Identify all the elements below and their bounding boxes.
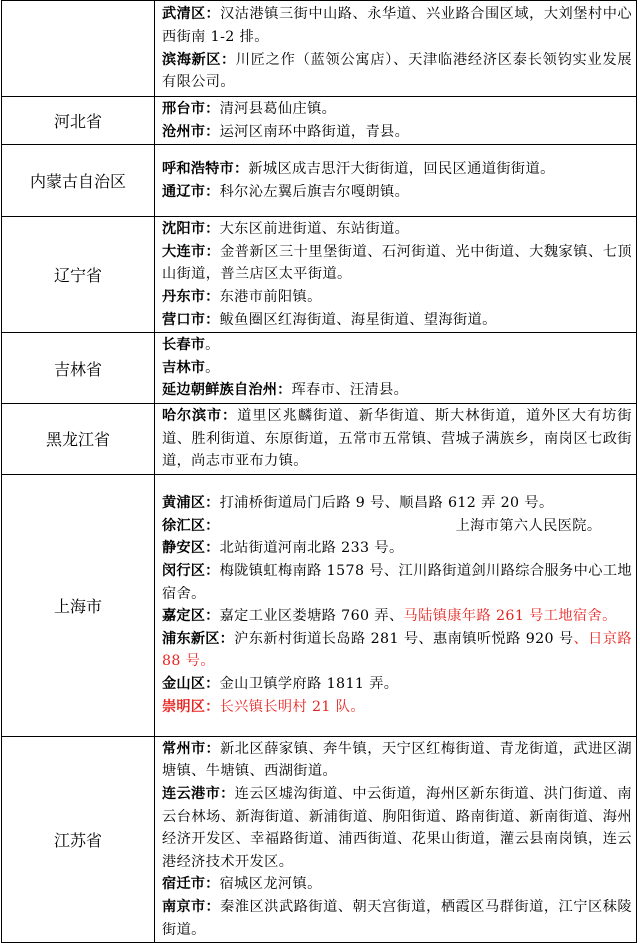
highlighted-location-text: 长兴镇长明村 21 队 xyxy=(219,698,351,715)
province-cell xyxy=(2,1,155,97)
list-item xyxy=(162,3,632,48)
location-text: 嘉定工业区娄塘路 760 弄、 xyxy=(219,608,404,625)
list-item xyxy=(162,515,632,538)
list-item xyxy=(162,673,632,696)
list-item xyxy=(162,286,632,309)
location-text: 连云区墟沟街道、中云街道，海州区新东街道、洪门街道、南云台林场、新海街道、新浦街道、朐阳街道、路南街道、新南街道、海州经济开发区、幸福路街道、浦西街道、花果山街道，灌云县南岗镇，连云港经济技术开发区。 xyxy=(162,785,632,870)
list-item xyxy=(162,49,632,94)
location-text: 宿城区龙河镇。 xyxy=(219,876,322,893)
list-item xyxy=(162,158,632,181)
list-item xyxy=(162,379,632,402)
city-name: 大连市： xyxy=(162,243,221,260)
location-text: 大东区前进街道、东站街道。 xyxy=(219,221,410,238)
list-item xyxy=(162,405,632,473)
location-cell xyxy=(155,474,637,736)
location-text: 打浦桥街道局门后路 9 号、顺昌路 612 弄 20 号。 xyxy=(219,495,554,512)
city-name: 崇明区： xyxy=(162,698,220,715)
location-text: 道里区兆麟街道、新华街道、斯大林街道，道外区大有坊街道、胜利街道、东原街道，五常市五常镇、营城子满族乡，南岗区七政街道，尚志市亚布力镇。 xyxy=(162,407,632,470)
highlighted-location-tail: 。 xyxy=(602,608,617,625)
list-item xyxy=(162,738,632,783)
province-cell: 吉林省 xyxy=(2,333,155,404)
location-text: 汉沽港镇三街中山路、永华道、兴业路合围区域，大刘堡村中心西街南 1-2 排。 xyxy=(162,6,633,45)
city-name: 延边朝鲜族自治州： xyxy=(162,382,292,399)
table-row xyxy=(2,1,637,97)
location-text: 珲春市、汪清县。 xyxy=(291,382,409,399)
location-text: 。 xyxy=(205,337,220,354)
location-cell xyxy=(155,403,637,474)
list-item xyxy=(162,628,632,673)
city-name: 武清区： xyxy=(162,6,221,23)
city-name: 连云港市： xyxy=(162,785,235,802)
table-row xyxy=(2,474,637,736)
location-cell xyxy=(155,736,637,942)
city-name: 南京市： xyxy=(162,898,221,915)
city-name: 长春市 xyxy=(162,337,206,354)
list-item xyxy=(162,896,632,941)
list-item xyxy=(162,560,632,605)
list-item xyxy=(162,696,632,719)
table-row xyxy=(2,333,637,404)
province-cell: 上海市 xyxy=(2,474,155,736)
highlighted-location-text: 马陆镇康年路 261 号工地宿舍 xyxy=(403,608,603,625)
location-text: 新城区成吉思汗大街街道，回民区通道街街道。 xyxy=(248,161,555,178)
region-table xyxy=(1,0,637,943)
city-name: 静安区： xyxy=(162,540,220,557)
city-name: 常州市： xyxy=(162,740,221,757)
list-item xyxy=(162,241,632,286)
location-text: 科尔沁左翼后旗吉尔嘎朗镇。 xyxy=(219,183,410,200)
city-name: 营口市： xyxy=(162,311,220,328)
location-cell xyxy=(155,333,637,404)
location-text: 鲅鱼圈区红海街道、海星街道、望海街道。 xyxy=(219,311,497,328)
table-row xyxy=(2,403,637,474)
city-name: 滨海新区： xyxy=(162,51,236,68)
table-row xyxy=(2,217,637,333)
location-text: 金山卫镇学府路 1811 弄。 xyxy=(219,676,399,693)
city-name: 嘉定区： xyxy=(162,608,220,625)
location-text: 东港市前阳镇。 xyxy=(219,288,322,305)
location-text: 。 xyxy=(205,359,220,376)
list-item xyxy=(162,537,632,560)
location-cell xyxy=(155,217,637,333)
location-text: 沪东新村街道长岛路 281 号、惠南镇听悦路 920 号 xyxy=(234,630,574,647)
city-name: 黄浦区： xyxy=(162,495,220,512)
city-name: 吉林市 xyxy=(162,359,206,376)
location-text: 新北区薛家镇、奔牛镇，天宁区红梅街道、青龙街道，武进区湖塘镇、牛塘镇、西湖街道。 xyxy=(162,740,633,780)
city-name: 闵行区： xyxy=(162,563,220,580)
city-name: 沧州市： xyxy=(162,123,220,140)
city-name: 浦东新区： xyxy=(162,630,235,647)
location-text: 川匠之作（蓝领公寓店）、天津临港经济区泰长领钧实业发展有限公司。 xyxy=(162,51,632,91)
location-text: 清河县葛仙庄镇。 xyxy=(219,101,337,117)
province-cell: 江苏省 xyxy=(2,736,155,942)
city-name: 哈尔滨市： xyxy=(162,407,238,424)
list-item xyxy=(162,783,632,873)
highlighted-location-tail: 。 xyxy=(200,653,215,670)
list-item xyxy=(162,334,632,357)
list-item xyxy=(162,357,632,380)
list-item xyxy=(162,121,632,144)
list-item xyxy=(162,309,632,332)
location-cell xyxy=(155,97,637,145)
table-row xyxy=(2,97,637,145)
location-text: 上海市第六人民医院。 xyxy=(455,517,602,534)
location-text: 秦淮区洪武路街道、朝天宫街道，栖霞区马群街道，江宁区秣陵街道。 xyxy=(162,898,633,938)
city-name: 宿迁市： xyxy=(162,876,220,893)
province-cell: 辽宁省 xyxy=(2,217,155,333)
list-item xyxy=(162,492,632,515)
province-cell: 内蒙古自治区 xyxy=(2,145,155,217)
city-name: 呼和浩特市： xyxy=(162,161,249,178)
city-name: 徐汇区： xyxy=(162,517,220,534)
city-name: 邢台市： xyxy=(162,101,220,117)
city-name: 沈阳市： xyxy=(162,221,220,238)
location-text: 运河区南环中路街道，青县。 xyxy=(219,123,410,140)
province-cell: 河北省 xyxy=(2,97,155,145)
city-name: 通辽市： xyxy=(162,183,220,200)
list-item xyxy=(162,181,632,204)
highlighted-location-tail: 。 xyxy=(350,698,365,715)
list-item xyxy=(162,873,632,896)
highlighted-location-text: 、日京路 88 号 xyxy=(162,630,632,670)
location-cell xyxy=(155,145,637,217)
table-row xyxy=(2,736,637,942)
location-text: 金普新区三十里堡街道、石河街道、光中街道、大魏家镇、七顶山街道，普兰店区太平街道。 xyxy=(162,243,633,283)
city-name: 金山区： xyxy=(162,676,220,693)
table-row xyxy=(2,145,637,217)
list-item xyxy=(162,98,632,121)
list-item xyxy=(162,218,632,241)
province-cell: 黑龙江省 xyxy=(2,403,155,474)
location-cell xyxy=(155,1,637,97)
city-name: 丹东市： xyxy=(162,288,220,305)
location-text: 梅陇镇虹梅南路 1578 号、江川路街道剑川路综合服务中心工地宿舍。 xyxy=(162,563,632,602)
list-item xyxy=(162,605,632,628)
location-text: 北站街道河南北路 233 号。 xyxy=(219,540,404,557)
